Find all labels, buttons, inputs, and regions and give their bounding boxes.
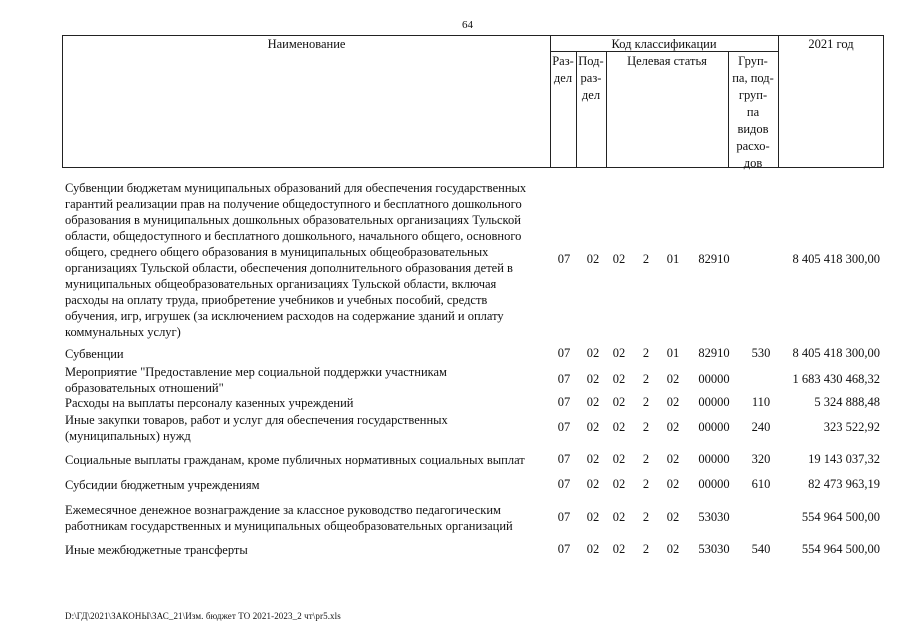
row-name: Мероприятие "Предоставление мер социальной поддержки участникам образовательных отношений" — [65, 365, 447, 395]
header-target-article: Целевая статья — [627, 54, 707, 68]
row-name: Субвенции бюджетам муниципальных образований для обеспечения государственных гарантий реализации прав на получение общедоступного и бесплатного дошкольного образования в муниципальных дошкольных образовательных организациях Тульской области, общедоступного и бесплатного дошкольного, начального общего, основного общего, среднего общего образования в муниципальных общеобразовательных организациях Тульской области, обеспечения дополнительного образования детей в муниципальных общеобразовательных организациях Тульской области, включая расходы на оплату труда, приобретение учебников и учебных пособий, средств обучения, игр, игрушек (за исключением расходов на содержание зданий и оплату коммунальных услуг) — [65, 181, 527, 339]
row-code-cs4: 00000 — [698, 372, 730, 386]
row-code-cs1: 02 — [612, 420, 626, 434]
row-code-vid: 530 — [751, 346, 771, 360]
row-code-cs2: 2 — [642, 477, 650, 491]
row-code-cs4: 00000 — [698, 452, 730, 466]
row-name: Субвенции — [65, 347, 124, 361]
row-code-vid: 240 — [751, 420, 771, 434]
header-code-classification: Код классификации — [611, 37, 717, 51]
file-path: D:\ГД\2021\ЗАКОНЫ\ЗАС_21\Изм. бюджет ТО 2021-2023_2 чт\pr5.xls — [65, 611, 341, 621]
row-amount: 554 964 500,00 — [801, 542, 880, 556]
row-code-razdel: 07 — [557, 452, 571, 466]
row-code-razdel: 07 — [557, 542, 571, 556]
row-code-vid: 320 — [751, 452, 771, 466]
row-code-cs4: 53030 — [698, 542, 730, 556]
row-code-podrazdel: 02 — [586, 477, 600, 491]
row-code-cs3: 02 — [666, 477, 680, 491]
row-code-cs3: 02 — [666, 372, 680, 386]
row-amount: 323 522,92 — [823, 420, 880, 434]
row-code-cs1: 02 — [612, 395, 626, 409]
row-name: Субсидии бюджетным учреждениям — [65, 478, 260, 492]
row-code-cs2: 2 — [642, 252, 650, 266]
row-code-razdel: 07 — [557, 252, 571, 266]
row-code-cs2: 2 — [642, 420, 650, 434]
row-amount: 8 405 418 300,00 — [792, 346, 880, 360]
row-code-podrazdel: 02 — [586, 252, 600, 266]
row-code-razdel: 07 — [557, 510, 571, 524]
row-code-cs4: 53030 — [698, 510, 730, 524]
row-code-cs4: 82910 — [698, 252, 730, 266]
row-code-razdel: 07 — [557, 395, 571, 409]
row-code-razdel: 07 — [557, 477, 571, 491]
row-code-cs4: 00000 — [698, 477, 730, 491]
row-amount: 554 964 500,00 — [801, 510, 880, 524]
row-code-cs3: 02 — [666, 510, 680, 524]
header-year: 2021 год — [808, 37, 854, 51]
row-code-podrazdel: 02 — [586, 510, 600, 524]
row-code-cs1: 02 — [612, 346, 626, 360]
row-code-cs3: 02 — [666, 452, 680, 466]
row-code-razdel: 07 — [557, 372, 571, 386]
row-code-cs1: 02 — [612, 372, 626, 386]
row-code-razdel: 07 — [557, 420, 571, 434]
row-amount: 8 405 418 300,00 — [792, 252, 880, 266]
row-name: Ежемесячное денежное вознаграждение за классное руководство педагогическим работникам государственных и муниципальных общеобразовательных организаций — [65, 503, 513, 533]
row-amount: 82 473 963,19 — [808, 477, 880, 491]
row-code-cs2: 2 — [642, 542, 650, 556]
row-code-cs4: 82910 — [698, 346, 730, 360]
header-name: Наименование — [267, 37, 346, 51]
row-code-vid: 540 — [751, 542, 771, 556]
page-number: 64 — [462, 19, 473, 31]
row-code-vid: 110 — [751, 395, 771, 409]
row-code-cs3: 02 — [666, 542, 680, 556]
row-code-podrazdel: 02 — [586, 452, 600, 466]
row-code-cs3: 02 — [666, 395, 680, 409]
row-name: Социальные выплаты гражданам, кроме публичных нормативных социальных выплат — [65, 453, 525, 467]
table-header — [62, 35, 884, 168]
row-code-cs2: 2 — [642, 510, 650, 524]
row-code-cs4: 00000 — [698, 395, 730, 409]
row-code-podrazdel: 02 — [586, 372, 600, 386]
row-code-cs1: 02 — [612, 477, 626, 491]
row-code-cs1: 02 — [612, 452, 626, 466]
row-code-podrazdel: 02 — [586, 420, 600, 434]
row-code-podrazdel: 02 — [586, 346, 600, 360]
row-name: Расходы на выплаты персоналу казенных учреждений — [65, 396, 354, 410]
row-code-cs2: 2 — [642, 395, 650, 409]
row-code-podrazdel: 02 — [586, 395, 600, 409]
row-amount: 5 324 888,48 — [814, 395, 880, 409]
row-code-cs4: 00000 — [698, 420, 730, 434]
row-name: Иные закупки товаров, работ и услуг для обеспечения государственных (муниципальных) нужд — [65, 413, 448, 443]
row-code-cs1: 02 — [612, 252, 626, 266]
row-code-cs1: 02 — [612, 542, 626, 556]
header-expense-type: Груп- па, под- груп- па видов расхо- дов — [732, 54, 774, 170]
row-code-cs2: 2 — [642, 452, 650, 466]
row-code-cs3: 01 — [666, 252, 680, 266]
row-code-podrazdel: 02 — [586, 542, 600, 556]
header-divider — [778, 36, 779, 167]
row-code-cs3: 02 — [666, 420, 680, 434]
header-subsection: Под- раз- дел — [578, 54, 604, 102]
row-code-cs3: 01 — [666, 346, 680, 360]
row-amount: 19 143 037,32 — [808, 452, 880, 466]
row-code-cs1: 02 — [612, 510, 626, 524]
header-section: Раз- дел — [552, 54, 574, 85]
row-name: Иные межбюджетные трансферты — [65, 543, 248, 557]
row-code-cs2: 2 — [642, 372, 650, 386]
row-code-vid: 610 — [751, 477, 771, 491]
row-amount: 1 683 430 468,32 — [792, 372, 880, 386]
row-code-cs2: 2 — [642, 346, 650, 360]
row-code-razdel: 07 — [557, 346, 571, 360]
